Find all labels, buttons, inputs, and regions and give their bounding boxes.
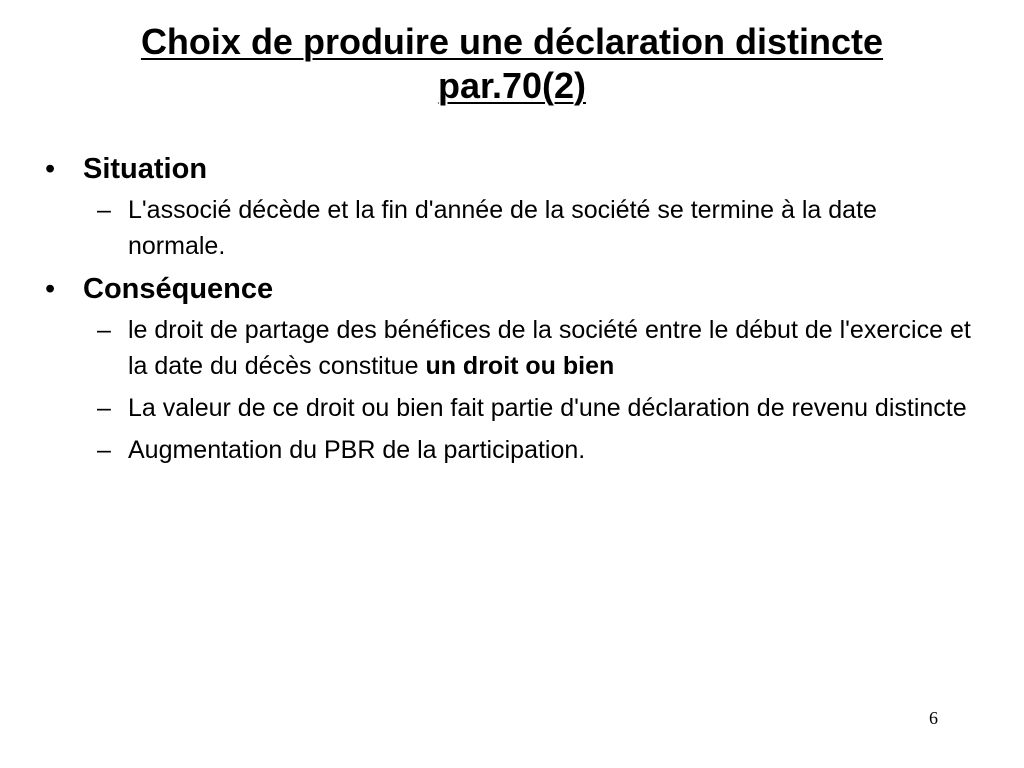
section-items-situation (45, 192, 975, 264)
list-item-text: le droit de partage des bénéfices de la société entre le début de l'exercice et la date du décès constitue (128, 316, 971, 380)
list-item (45, 390, 975, 426)
section-heading-situation (45, 150, 975, 188)
bullet-icon: • (45, 273, 56, 305)
section-items-consequence (45, 312, 975, 468)
slide-title-line-1: Choix de produire une déclaration distincte (140, 21, 884, 62)
list-item (45, 312, 975, 384)
list-item (45, 192, 975, 264)
list-item-text: La valeur de ce droit ou bien fait partie d'une déclaration de revenu distincte (128, 394, 967, 422)
section-heading-label: Conséquence (83, 273, 274, 305)
bullet-icon: • (45, 153, 56, 185)
list-item-text: Augmentation du PBR de la participation. (128, 436, 586, 464)
dash-icon: – (97, 436, 111, 464)
list-item (45, 432, 975, 468)
slide-title-line-2: par.70(2) (437, 65, 587, 106)
dash-icon: – (97, 196, 111, 224)
slide-title (40, 20, 984, 108)
bullet-content (45, 150, 975, 474)
dash-icon: – (97, 394, 111, 422)
list-item-bold-text: un droit ou bien (425, 352, 615, 380)
section-heading-consequence (45, 270, 975, 308)
page-number: 6 (929, 708, 938, 728)
list-item-text: L'associé décède et la fin d'année de la société se termine à la date normale. (128, 196, 877, 260)
section-heading-label: Situation (83, 153, 208, 185)
dash-icon: – (97, 316, 111, 344)
